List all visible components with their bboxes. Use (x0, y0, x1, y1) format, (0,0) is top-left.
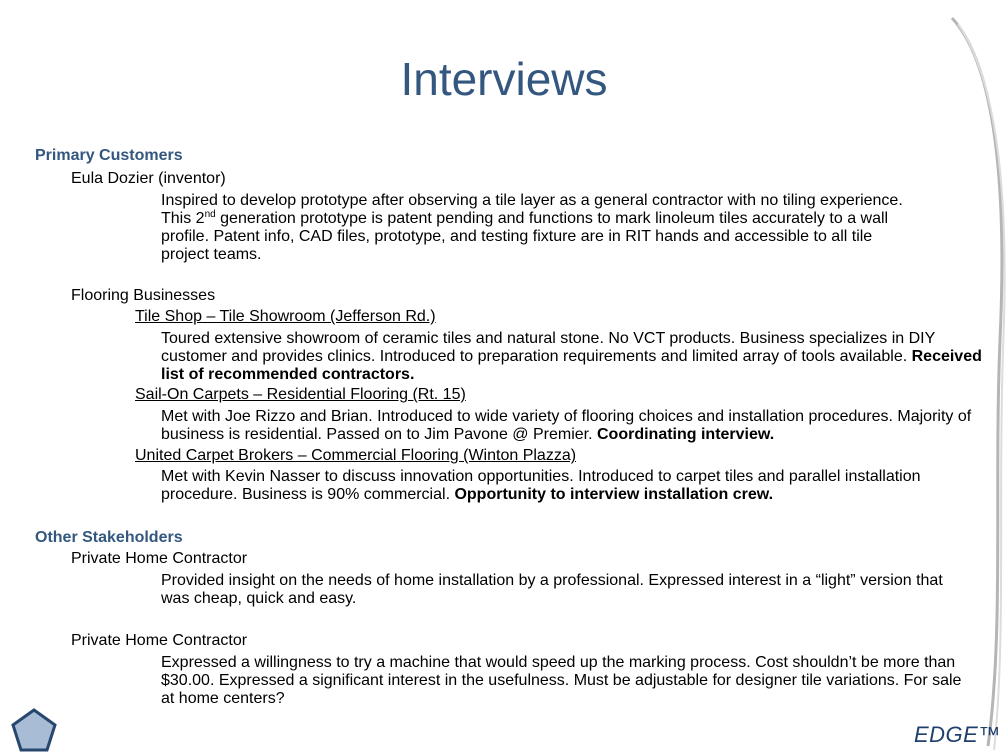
section-heading-other: Other Stakeholders (35, 529, 183, 546)
contractor-notes: Provided insight on the needs of home installation by a professional. Expressed interest in a “light” version that was cheap, quick and easy. (161, 572, 943, 607)
business-notes-united-carpet: Met with Kevin Nasser to discuss innovation opportunities. Introduced to carpet tiles and parallel installation procedure. Business is 90% commercial. Opportunity to interview installation crew. (161, 468, 921, 503)
flooring-label: Flooring Businesses (71, 287, 216, 304)
edge-logo: EDGE™ (914, 722, 1001, 747)
contractor-label: Private Home Contractor (71, 550, 248, 567)
business-notes-sail-on: Met with Joe Rizzo and Brian. Introduced to wide variety of flooring choices and installation procedures. Majority of business is residential. Passed on to Jim Pavone @ Premier. Coordinating interview. (161, 408, 972, 443)
contractor-notes: Expressed a willingness to try a machine that would speed up the marking process. Cost shouldn’t be more than $30.00. Expressed a significant interest in the usefulness. Must be adjustable for designer tile variations. For sale at home centers? (161, 654, 962, 707)
inventor-name: Eula Dozier (inventor) (71, 170, 226, 187)
section-heading-primary: Primary Customers (35, 147, 183, 164)
contractor-label: Private Home Contractor (71, 632, 248, 649)
inventor-description: Inspired to develop prototype after observing a tile layer as a general contractor with no tiling experience. This 2nd generation prototype is patent pending and functions to mark linoleum tiles accurately to a wall profile. Patent info, CAD files, prototype, and testing fixture are in RIT hands and accessible to all tile project teams. (161, 192, 903, 263)
business-notes-tile-shop: Toured extensive showroom of ceramic tiles and natural stone. No VCT products. Business specializes in DIY customer and provides clinics. Introduced to preparation requirements and limited array of tools available. Received list of recommended contractors. (161, 330, 982, 383)
page-title: Interviews (400, 53, 608, 105)
business-name-sail-on: Sail-On Carpets – Residential Flooring (Rt. 15) (135, 386, 466, 403)
pentagon-logo-icon (11, 708, 57, 752)
business-name-tile-shop: Tile Shop – Tile Showroom (Jefferson Rd.) (135, 308, 436, 325)
business-name-united-carpet: United Carpet Brokers – Commercial Flooring (Winton Plazza) (135, 447, 577, 464)
